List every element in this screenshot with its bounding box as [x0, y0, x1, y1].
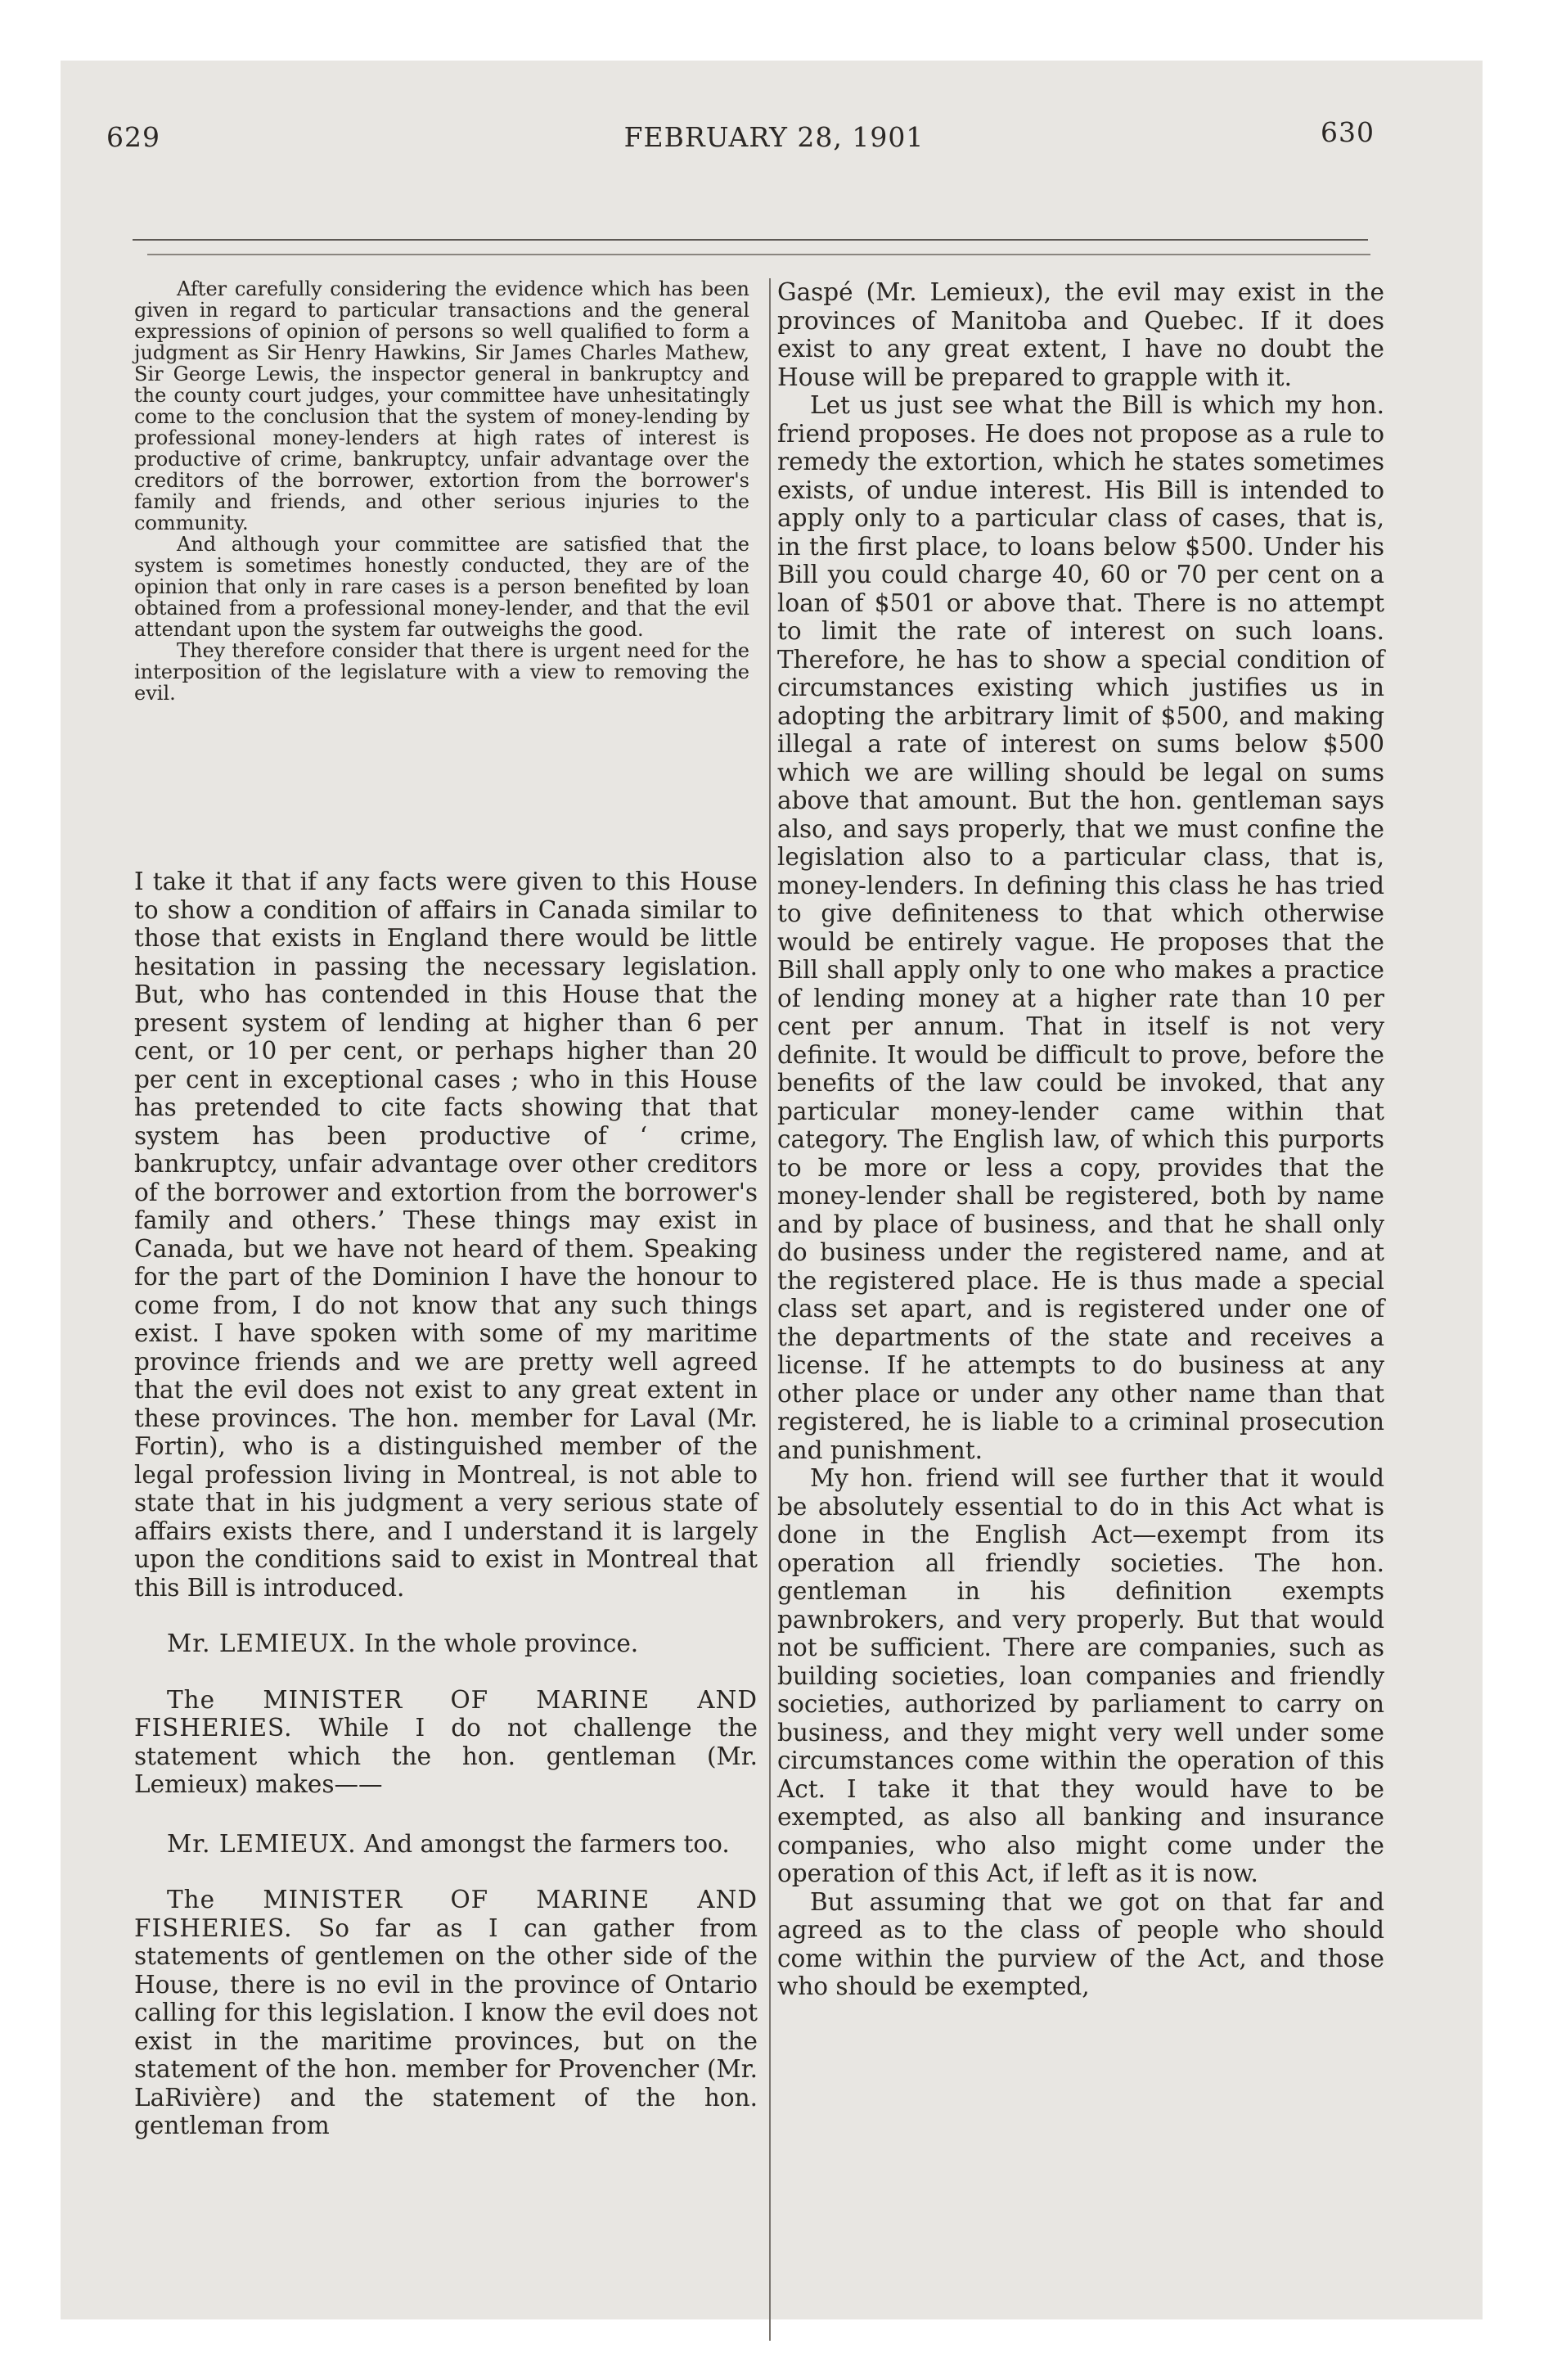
body-paragraph: Let us just see what the Bill is which my hon. friend proposes. He does not propose as a rule to remedy the extortion, which he states sometimes exists, of undue interest. His Bill is intended to apply only to a particular class of cases, that is, in the first place, to loans below $500. Under his Bill you could charge 40, 60 or 70 per cent on a loan of $501 or above that. There is no attempt to limit the rate of interest on such loans. Therefore, he has to show a special condition of circumstances existing which justifies us in adopting the arbitrary limit of $500, and making illegal a rate of interest on sums below $500 which we are willing should be legal on sums above that amount. But the hon. gentleman says also, and says properly, that we must confine the legislation also to a particular class, that is, money-lenders. In defining this class he has tried to give definiteness to that which otherwise would be entirely vague. He proposes that the Bill shall apply only to one who makes a practice of lending money at a higher rate than 10 per cent per annum. That in itself is not very definite. It would be difficult to prove, before the benefits of the law could be invoked, that any particular money-lender came within that category. The English law, of which this purports to be more or less a copy, provides that the money-lender shall be registered, both by name and by place of business, and that he shall only do business under the registered name, and at the registered place. He is thus made a special class set apart, and is registered under one of the departments of the state and receives a license. If he attempts to do business at any other place or under any other name than that registered, he is liable to a criminal prosecution and punishment.	[777, 391, 1384, 1464]
speech-paragraph	[134, 1886, 758, 2140]
header-rule	[147, 254, 1370, 255]
quote-paragraph: After carefully considering the evidence which has been given in regard to particular transactions and the general expressions of opinion of persons so well qualified to form a judgment as Sir Henry Hawkins, Sir James Charles Mathew, Sir George Lewis, the inspector general in bankruptcy and the county court judges, your committee have unhesitatingly come to the conclusion that the system of money-lending by professional money-lenders at high rates of interest is productive of crime, bankruptcy, unfair advantage over the creditors of the borrower, extortion from the borrower's family and friends, and other serious injuries to the community.	[134, 277, 749, 534]
speaker-name: The MINISTER OF MARINE AND FISHERIES.	[134, 1685, 758, 1742]
page-date-heading: FEBRUARY 28, 1901	[623, 121, 925, 153]
speech-text: So far as I can gather from statements of gentlemen on the other side of the House, there is no evil in the province of Ontario calling for this legislation. I know the evil does not exist in the maritime provinces, but on the statement of the hon. member for Provencher (Mr. LaRivière) and the statement of the hon. gentleman from	[134, 1913, 758, 2139]
speech-text: And amongst the farmers too.	[363, 1829, 730, 1858]
speaker-name: The MINISTER OF MARINE AND FISHERIES.	[134, 1886, 758, 1942]
column-divider	[769, 278, 771, 2341]
speech-text: While I do not challenge the statement which the hon. gentleman (Mr. Lemieux) makes——	[134, 1714, 758, 1798]
quoted-committee-report	[134, 278, 749, 704]
speech-paragraph	[134, 1629, 758, 1658]
quote-paragraph: And although your committee are satisfied that the system is sometimes honestly conducted, they are of the opinion that only in rare cases is a person benefited by loan obtained from a professional money-lender, and that the evil attendant upon the system far outweighs the good.	[134, 533, 749, 641]
speech-paragraph	[134, 1686, 758, 1799]
speaker-name: Mr. LEMIEUX.	[167, 1829, 357, 1858]
body-paragraph: Gaspé (Mr. Lemieux), the evil may exist in the provinces of Manitoba and Quebec. If it does exist to any great extent, I have no doubt the House will be prepared to grapple with it.	[777, 278, 1384, 391]
speech-paragraph	[134, 1830, 758, 1859]
right-column	[777, 278, 1384, 2001]
body-paragraph: But assuming that we got on that far and agreed as to the class of people who should come within the purview of the Act, and those who should be exempted,	[777, 1887, 1384, 2000]
page-number-left: 629	[106, 121, 160, 153]
speech-text: In the whole province.	[363, 1629, 639, 1657]
quote-paragraph: They therefore consider that there is urgent need for the interposition of the legislature with a view to removing the evil.	[134, 639, 749, 705]
body-paragraph: I take it that if any facts were given to this House to show a condition of affairs in Canada similar to those that exists in England there would be little hesitation in passing the necessary legislation. But, who has contended in this House that the present system of lending at higher than 6 per cent, or 10 per cent, or perhaps higher than 20 per cent in exceptional cases ; who in this House has pretended to cite facts showing that that system has been productive of ‘ crime, bankruptcy, unfair advantage over other creditors of the borrower and extortion from the borrower's family and others.’ These things may exist in Canada, but we have not heard of them. Speaking for the part of the Dominion I have the honour to come from, I do not know that any such things exist. I have spoken with some of my maritime province friends and we are pretty well agreed that the evil does not exist to any great extent in these provinces. The hon. member for Laval (Mr. Fortin), who is a distinguished member of the legal profession living in Montreal, is not able to state that in his judgment a very serious state of affairs exists there, and I understand it is largely upon the conditions said to exist in Montreal that this Bill is introduced.	[134, 868, 758, 1602]
header-rule	[133, 239, 1368, 241]
speaker-name: Mr. LEMIEUX.	[167, 1629, 357, 1657]
page-number-right: 630	[1321, 116, 1375, 148]
left-column	[134, 868, 758, 2140]
body-paragraph: My hon. friend will see further that it would be absolutely essential to do in this Act what is done in the English Act—exempt from its operation all friendly societies. The hon. gentleman in his definition exempts pawnbrokers, and very properly. But that would not be sufficient. There are companies, such as building societies, loan companies and friendly societies, authorized by parliament to carry on business, and they might very well under some circumstances come within the operation of this Act. I take it that they would have to be exempted, as also all banking and insurance companies, who also might come under the operation of this Act, if left as it is now.	[777, 1464, 1384, 1887]
